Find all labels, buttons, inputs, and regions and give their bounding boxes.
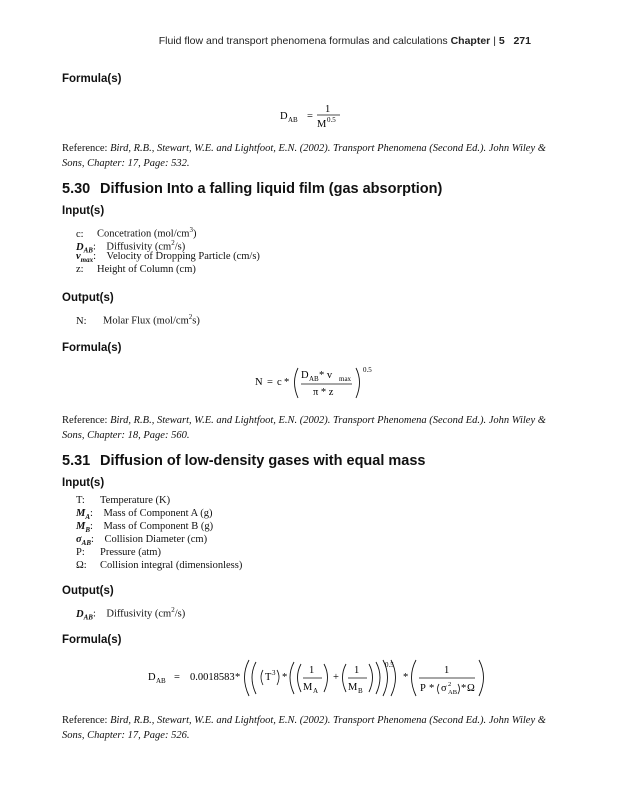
svg-text:N: N bbox=[255, 377, 263, 388]
running-head bbox=[159, 35, 531, 47]
svg-text:*: * bbox=[461, 683, 467, 694]
svg-text:+: + bbox=[333, 672, 339, 683]
chapter-number: 5 bbox=[498, 35, 505, 47]
output-row-531: $D_{AB}$: Diffusivity $(cm^2/s)$ bbox=[76, 606, 186, 622]
inputs-heading-530: Input(s) bbox=[62, 205, 105, 217]
section-number: 5.30 bbox=[62, 181, 91, 197]
svg-text:1: 1 bbox=[354, 665, 360, 676]
formula-prev-lhs: D bbox=[280, 111, 288, 122]
svg-text:0.5: 0.5 bbox=[363, 366, 372, 374]
input-row: P: Pressure (atm) bbox=[76, 547, 161, 558]
reference-531: Reference: Bird, R.B., Stewart, W.E. and Lightfoot, E.N. (2002). Transport Phenomena (Second Ed.). John Wiley & Sons, Chapter: 17, Page: 526. bbox=[62, 715, 546, 741]
svg-text:*: * bbox=[429, 683, 435, 694]
svg-text:D: D bbox=[148, 672, 156, 683]
svg-text:B: B bbox=[358, 687, 363, 695]
paren-right bbox=[356, 368, 360, 398]
svg-text:c: c bbox=[277, 377, 282, 388]
outputs-heading-531: Output(s) bbox=[62, 585, 114, 597]
formula-prev-den: M bbox=[317, 119, 327, 130]
svg-text:AB: AB bbox=[156, 677, 166, 685]
output-row-530: N: Molar Flux $(mol/cm^2s)$ bbox=[76, 313, 200, 327]
svg-text:*: * bbox=[282, 672, 288, 683]
section-5-30-title bbox=[62, 181, 442, 197]
inputs-heading-531: Input(s) bbox=[62, 477, 105, 489]
svg-text:2: 2 bbox=[448, 681, 452, 688]
separator: | bbox=[493, 35, 496, 47]
svg-text:M: M bbox=[303, 682, 313, 693]
svg-text:*: * bbox=[235, 672, 241, 683]
svg-text:AB: AB bbox=[309, 375, 319, 383]
svg-text:A: A bbox=[313, 687, 319, 695]
formula-prev-lhs-sub: AB bbox=[288, 116, 298, 124]
svg-text:0.0018583: 0.0018583 bbox=[190, 672, 235, 683]
svg-text:AB: AB bbox=[448, 689, 458, 696]
outputs-heading-530: Output(s) bbox=[62, 292, 114, 304]
svg-text:Ω: Ω bbox=[467, 683, 475, 694]
input-row: $D_{AB}$: Diffusivity $(cm^2/s)$ bbox=[76, 239, 186, 255]
input-row: Ω: Collision integral (dimensionless) bbox=[76, 560, 243, 571]
input-row: $v_{max}$: Velocity of Dropping Particle (cm/s) bbox=[76, 251, 260, 265]
svg-text:*: * bbox=[403, 672, 409, 683]
svg-text:=: = bbox=[267, 377, 273, 388]
svg-text:π * z: π * z bbox=[313, 387, 334, 398]
formula-heading-530: Formula(s) bbox=[62, 342, 122, 354]
svg-text:1: 1 bbox=[444, 665, 450, 676]
svg-text:0.5: 0.5 bbox=[385, 661, 394, 669]
section-5-31-title: 5.31 Diffusion of low-density gases with equal mass bbox=[62, 453, 426, 469]
input-row: $M_A$: Mass of Component A (g) bbox=[76, 508, 213, 522]
formula-531 bbox=[148, 656, 488, 702]
formula-prev-num: 1 bbox=[325, 104, 331, 115]
section-title: Diffusion Into a falling liquid film (gas absorption) bbox=[100, 181, 443, 197]
formula-prev bbox=[280, 103, 360, 133]
svg-text:3: 3 bbox=[272, 669, 276, 677]
svg-text:P: P bbox=[420, 683, 426, 694]
input-row: z: Height of Column (cm) bbox=[76, 264, 196, 275]
inputs-list-530 bbox=[76, 224, 260, 276]
input-row: c: Concetration $(mol/cm^3)$ bbox=[76, 226, 197, 240]
reference-text: Bird, R.B., Stewart, W.E. and Lightfoot, E.N. (2002). Transport Phenomena (Second Ed.). John Wiley & Sons, Chapter: 17, Page: 532. bbox=[62, 143, 546, 169]
input-row: T: Temperature (K) bbox=[76, 495, 171, 506]
chapter-label: Chapter bbox=[450, 35, 491, 47]
input-row: $M_B$: Mass of Component B (g) bbox=[76, 521, 214, 535]
svg-text:M: M bbox=[348, 682, 358, 693]
page-number: 271 bbox=[513, 35, 531, 47]
formula-530 bbox=[255, 362, 385, 404]
svg-text:D: D bbox=[301, 370, 309, 381]
reference-prev bbox=[62, 141, 567, 171]
reference-530: Reference: Bird, R.B., Stewart, W.E. and Lightfoot, E.N. (2002). Transport Phenomena (Second Ed.). John Wiley & Sons, Chapter: 18, Page: 560. bbox=[62, 415, 546, 441]
svg-text:σ: σ bbox=[441, 683, 447, 694]
paren-left bbox=[295, 368, 299, 398]
svg-text:T: T bbox=[265, 672, 272, 683]
formula-prev-den-sup: 0.5 bbox=[327, 116, 336, 124]
svg-text:1: 1 bbox=[309, 665, 315, 676]
formula-prev-eq: = bbox=[307, 111, 313, 122]
svg-text:max: max bbox=[339, 375, 352, 383]
reference-label: Reference: bbox=[62, 143, 108, 154]
svg-text:*: * bbox=[284, 377, 290, 388]
formula-heading-prev: Formula(s) bbox=[62, 73, 122, 85]
svg-text:=: = bbox=[174, 672, 180, 683]
formula-heading-531: Formula(s) bbox=[62, 634, 122, 646]
inputs-list-531 bbox=[76, 494, 242, 572]
svg-text:* v: * v bbox=[319, 370, 333, 381]
running-title: Fluid flow and transport phenomena formulas and calculations bbox=[158, 35, 448, 47]
input-row: $\sigma_{AB}$: Collision Diameter (cm) bbox=[76, 534, 208, 548]
